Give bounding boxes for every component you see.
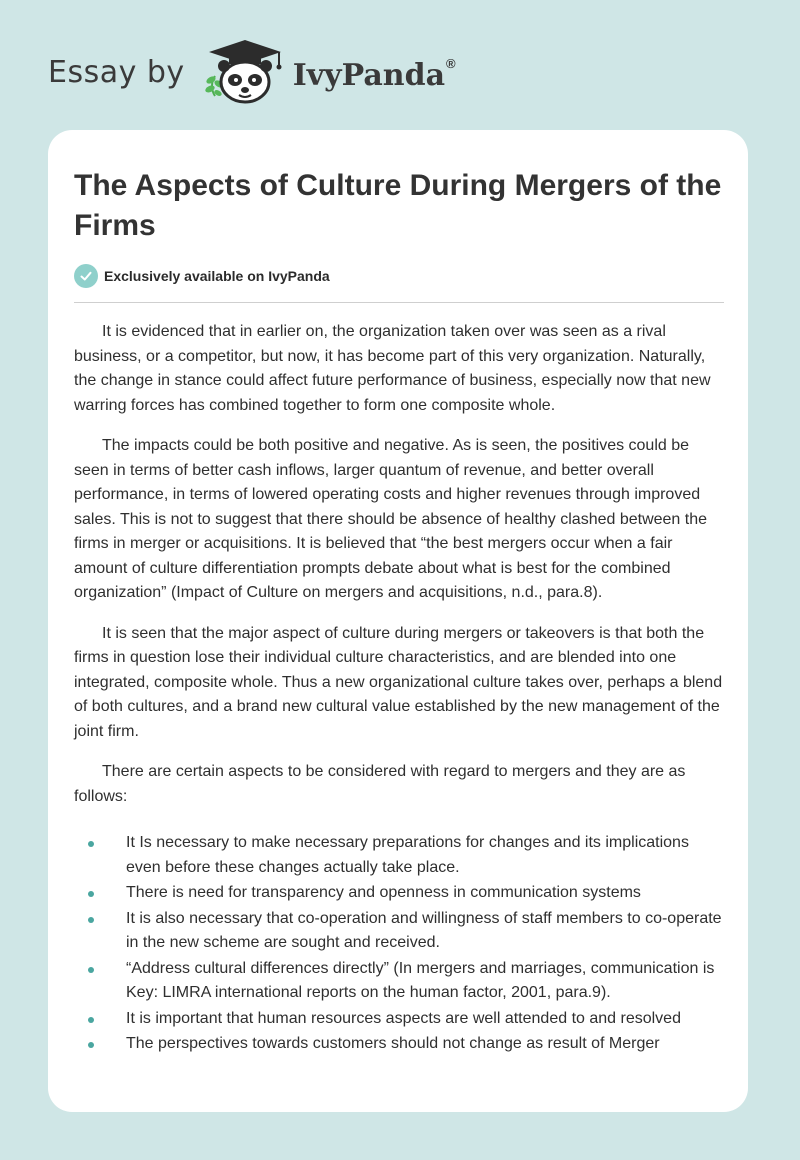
registered-mark: ®	[446, 55, 456, 71]
list-item: It is also necessary that co-operation and willingness of staff members to co-operate in the new scheme are sought and received.	[74, 907, 724, 956]
badge-label: Exclusively available on IvyPanda	[104, 268, 330, 284]
paragraph: There are certain aspects to be considered with regard to mergers and they are as follows:	[74, 763, 686, 805]
list-item: It is important that human resources aspects are well attended to and resolved	[74, 1007, 724, 1032]
list-item: The perspectives towards customers should not change as result of Merger	[74, 1032, 724, 1057]
essay-card	[48, 130, 748, 1112]
site-header	[48, 36, 456, 108]
paragraph: It is seen that the major aspect of culture during mergers or takeovers is that both the firms in question lose their individual culture characteristics, and are blended into one integrated, composite whole. Thus a new organizational culture takes over, perhaps a blend of both cultures, and a brand new cultural value established by the new management of the joint firm.	[74, 624, 723, 740]
bullet-icon	[88, 1042, 94, 1048]
essay-body	[74, 320, 724, 1058]
essay-by-label: Essay by	[48, 54, 185, 90]
exclusive-badge	[74, 264, 330, 288]
bullet-icon	[88, 891, 94, 897]
bullet-icon	[88, 841, 94, 847]
bullet-icon	[88, 967, 94, 973]
list-item: It Is necessary to make necessary preparations for changes and its implications even before these changes actually take place.	[74, 831, 724, 880]
paragraph: The impacts could be both positive and negative. As is seen, the positives could be seen in terms of better cash inflows, larger quantum of revenue, and better overall performance, in terms of lowered operating costs and higher revenues through improved sales. This is not to suggest that there should be absence of healthy clashed between the firms in merger or acquisitions. It is believed that “the best mergers occur when a fair amount of culture differentiation prompts debate about what is best for the combined organization” (Impact of Culture on mergers and acquisitions, n.d., para.8).	[74, 437, 708, 601]
paragraph: It is evidenced that in earlier on, the organization taken over was seen as a rival business, or a competitor, but now, it has become part of this very organization. Naturally, the change in stance could affect future performance of business, especially now that new warring forces has combined together to form one composite whole.	[74, 323, 711, 414]
check-circle-icon	[74, 264, 98, 288]
bullet-icon	[88, 1017, 94, 1023]
divider	[74, 302, 724, 303]
page-title: The Aspects of Culture During Mergers of the Firms	[74, 169, 722, 242]
panda-graduation-cap-icon[interactable]	[199, 36, 291, 108]
brand-name[interactable]: IvyPanda®	[292, 55, 456, 93]
bullet-icon	[88, 917, 94, 923]
list-item: There is need for transparency and openness in communication systems	[74, 881, 724, 906]
list-item: “Address cultural differences directly” (In mergers and marriages, communication is Key: LIMRA international reports on the human factor, 2001, para.9).	[74, 957, 724, 1006]
aspects-list	[74, 831, 724, 1057]
